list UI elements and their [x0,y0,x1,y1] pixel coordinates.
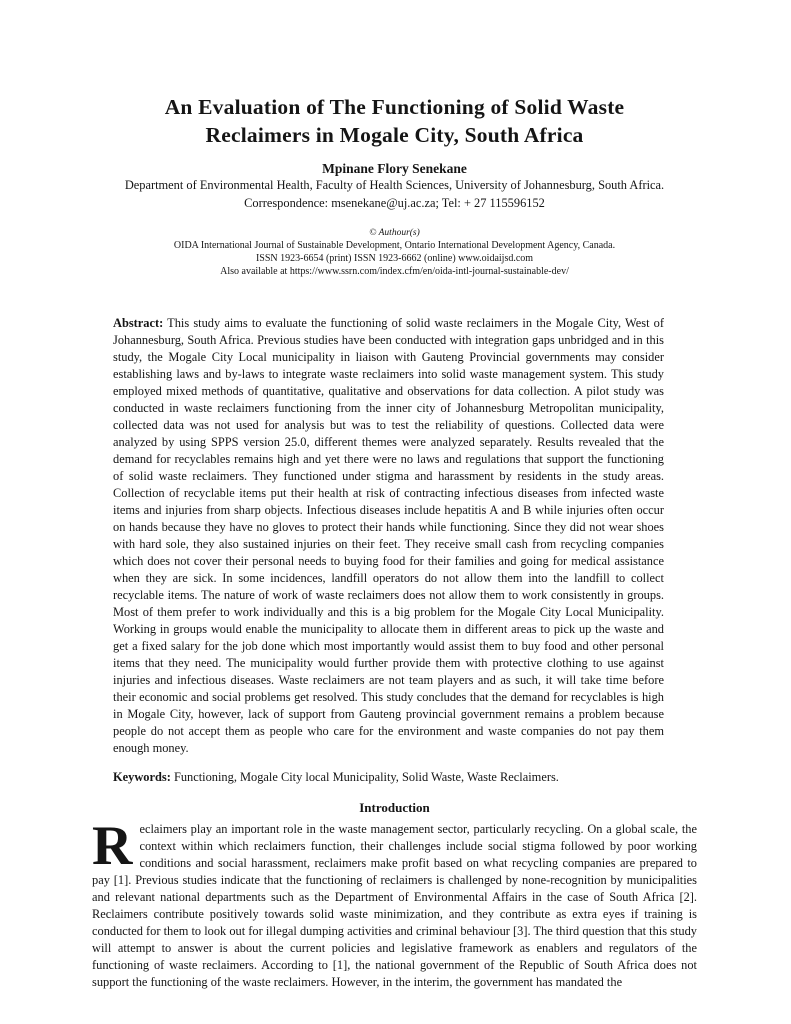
abstract-label: Abstract: [113,315,164,330]
section-heading-introduction: Introduction [359,799,430,815]
journal-imprint [92,227,697,279]
author-affiliation: Department of Environmental Health, Faculty of Health Sciences, University of Johannesburg, South Africa. [124,178,665,192]
copyright-line: © Authour(s) [369,228,420,238]
abstract-paragraph [113,315,664,757]
paper-header [92,93,697,279]
paper-body [92,315,697,991]
keywords-line [113,769,664,786]
paper-title [92,93,697,149]
introduction-text: eclaimers play an important role in the waste management sector, particularly recycling. On a global scale, the context within which reclaimers function, their challenges include social stigma followed by poor working conditions and social harassment, reclaimers make profit based on what recycling companies are prepared to pay [1]. Previous studies indicate that the functioning of reclaimers is challenged by none-recognition by municipalities and relevant national departments such as the Department of Environmental Affairs in the case of South Africa [2]. Reclaimers contribute positively towards solid waste minimization, and they contribute as extra eyes if training is conducted for them to look out for illegal dumping activities and criminal behaviour [3]. The third question that this study will attempt to answer is about the current policies and legislative framework as enablers and regulators of the functioning of waste reclaimers. According to [1], the national government of the Republic of South Africa does not support the functioning of the waste reclaimers. However, in the interim, the government has mandated the [92,821,697,989]
availability-line: Also available at https://www.ssrn.com/index.cfm/en/oida-intl-journal-sustainable-dev/ [220,266,569,278]
introduction-paragraph [92,814,697,991]
correspondence-line: Correspondence: msenekane@uj.ac.za; Tel: + 27 115596152 [244,195,545,210]
abstract-text: This study aims to evaluate the functioning of solid waste reclaimers in the Mogale City, West of Johannesburg, South Africa. Previous studies have been conducted with integration gaps unbridged and in this study, the Mogale City Local municipality in liaison with Gauteng Provincial governments may consider establishing laws and by-laws to integrate waste reclaimers into solid waste management system. This study employed mixed methods of quantitative, qualitative and observations for data collection. A pilot study was conducted in waste reclaimers functioning from the inner city of Johannesburg Metropolitan municipality, collected data was not used for analysis but was to test the reliability of questions. Collected data were analyzed by using SPPS version 25.0, different themes were analyzed separately. Results revealed that the demand for recyclables remains high and yet there were no laws and regulations that support the functioning of solid waste reclaimers. They functioned under stigma and harassment by residents in the study areas. Collection of recyclable items put their health at risk of contracting infectious diseases from infected waste items and injuries from sharp objects. Infectious diseases include hepatitis A and B while injuries often occur on hands because they have no gloves to protect their hands while functioning. Since they did not wear shoes with hard sole, they also sustained injuries on their feet. They receive small cash from recycling companies which does not cover their personal needs to buying food for their families and going for medical assistance when they are sick. In some incidences, landfill operators do not allow them into the landfill to collect recyclable items. The nature of work of waste reclaimers does not allow them to work consistently in groups. Most of them prefer to work individually and this is a big problem for the Mogale City Local Municipality. Working in groups would enable the municipality to allocate them in different areas to pick up the waste and get a fixed salary for the job done which most importantly would assist them to buy food and other personal items that they need. The municipality would further provide them with protective clothing to use against injuries and infectious diseases. Waste reclaimers are not team players and as such, it will take time before their economic and social problems get resolved. This study concludes that the demand for recyclables is high in Mogale City, however, lack of support from Gauteng provincial government remains a problem because people do not accept them as people who care for the environment and waste companies do not pay them enough money. [113,315,664,755]
issn-line: ISSN 1923-6654 (print) ISSN 1923-6662 (online) www.oidaijsd.com [255,253,534,265]
dropcap-letter: R [92,814,133,877]
keywords-text: Functioning, Mogale City local Municipality, Solid Waste, Waste Reclaimers. [173,769,559,784]
author-name: Mpinane Flory Senekane [322,161,467,176]
journal-name-line: OIDA International Journal of Sustainable Development, Ontario International Development Agency, Canada. [173,240,616,251]
paper-title-line1: An Evaluation of The Functioning of Solid Waste [164,95,625,119]
paper-title-line2: Reclaimers in Mogale City, South Africa [205,123,584,147]
keywords-label: Keywords: [113,769,171,784]
